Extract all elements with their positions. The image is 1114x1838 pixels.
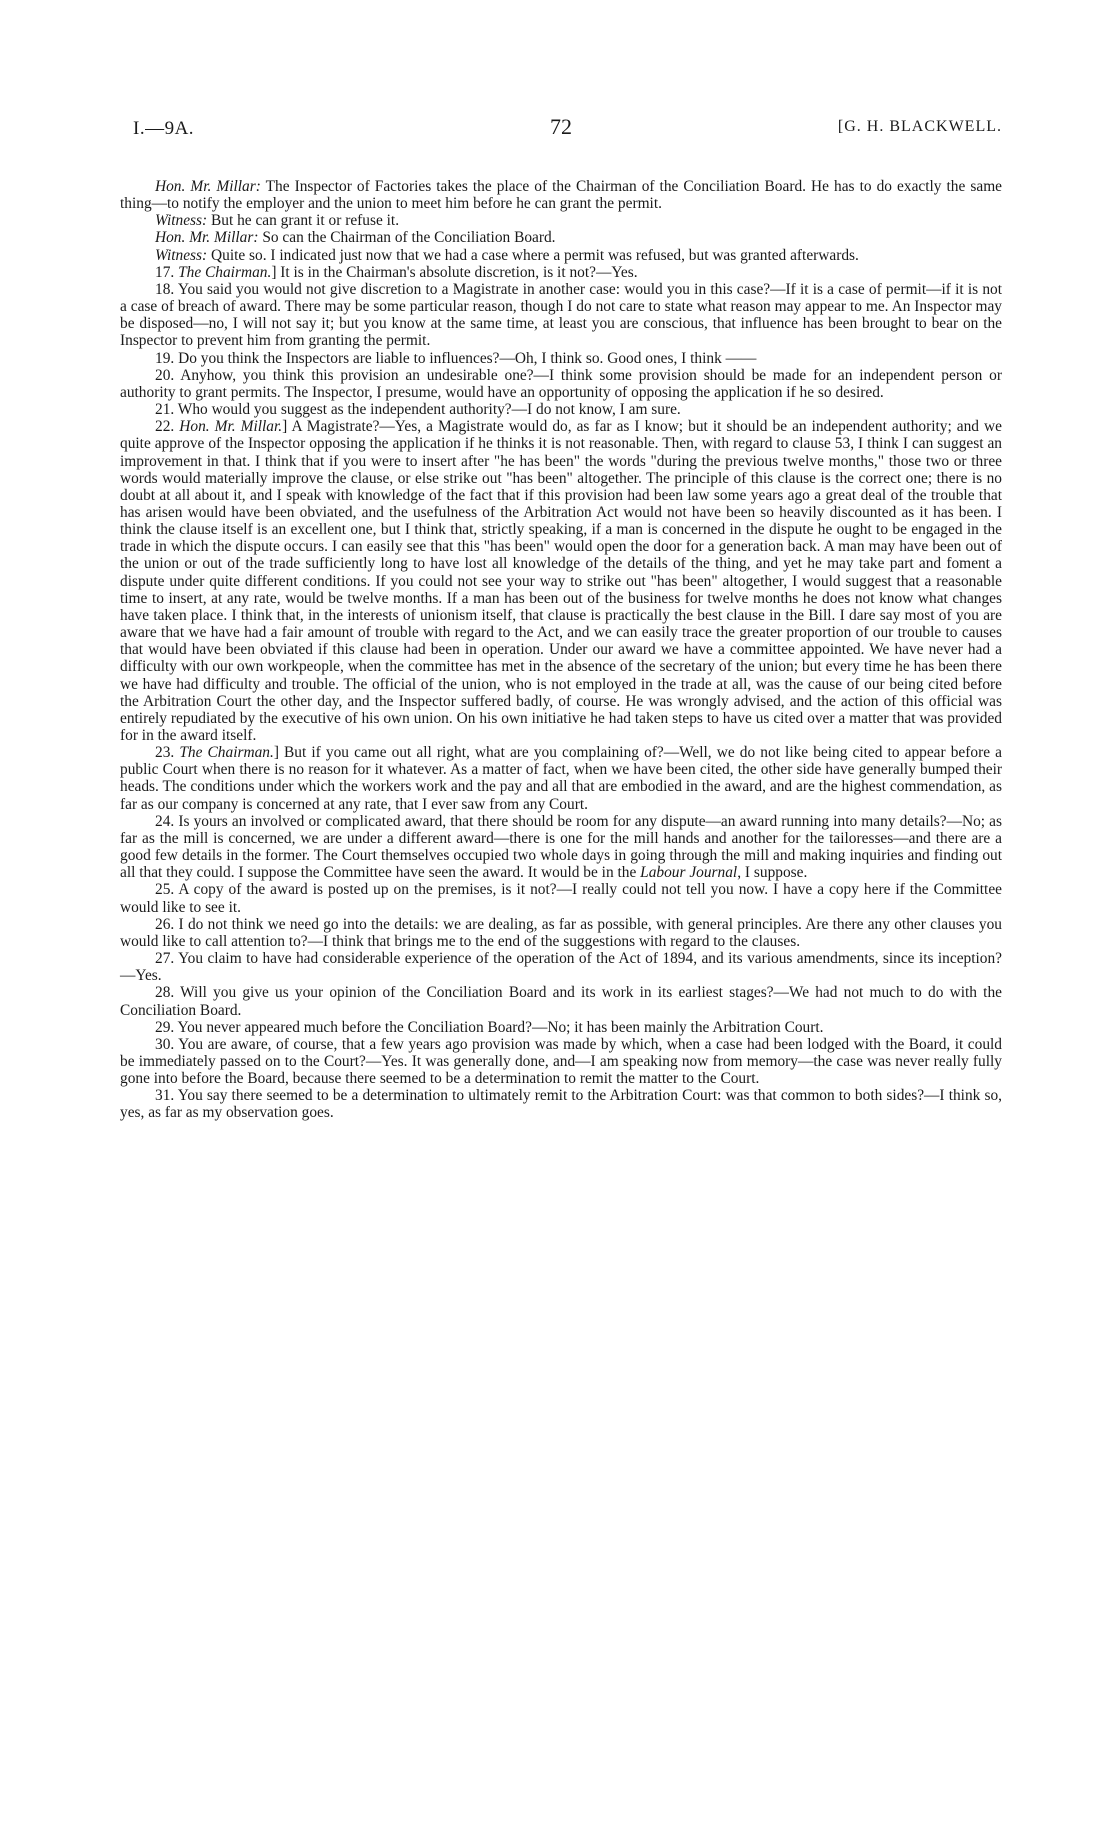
question-31	[120, 1087, 1002, 1121]
question-28	[120, 984, 1002, 1018]
paragraph-text: ] It is in the Chairman's absolute discretion, is it not?—Yes.	[271, 263, 638, 281]
paragraph-text: But he can grant it or refuse it.	[207, 212, 400, 230]
journal-title: Labour Journal	[640, 864, 738, 882]
paragraph-text: 29. You never appeared much before the Conciliation Board?—No; it has been mainly the Arbitration Court.	[155, 1018, 824, 1036]
question-29	[120, 1019, 1002, 1036]
question-number: 22.	[155, 418, 180, 436]
witness-name: [G. H. BLACKWELL.	[837, 118, 1002, 135]
paragraph	[120, 212, 1002, 229]
paragraph	[120, 229, 1002, 246]
question-27	[120, 950, 1002, 984]
paragraph	[120, 178, 1002, 212]
paragraph-text: 18. You said you would not give discretion to a Magistrate in another case: would you in this case?—If it is a case of permit—if it is not a case of breach of award. There may be some particular reason, though I do not care to state what reason may appear to me. An Inspector may be disposed—no, I will not say it; but you know at the same time, at least you are conscious, that influence has been brought to bear on the Inspector to prevent him from granting the permit.	[120, 280, 1002, 350]
paragraph-text: 27. You claim to have had considerable experience of the operation of the Act of 1894, and its various amendments, since its inception?—Yes.	[120, 950, 1002, 985]
paragraph-text: 25. A copy of the award is posted up on the premises, is it not?—I really could not tell you now. I have a copy here if the Committee would like to see it.	[120, 881, 1002, 916]
paragraph-text: 21. Who would you suggest as the independent authority?—I do not know, I am sure.	[155, 401, 681, 419]
question-18	[120, 281, 1002, 350]
speaker-label: Witness:	[155, 212, 208, 230]
speaker-label: Hon. Mr. Millar:	[155, 178, 261, 195]
question-26	[120, 916, 1002, 950]
paragraph-text: 19. Do you think the Inspectors are liable to influences?—Oh, I think so. Good ones, I think ——	[155, 349, 757, 367]
paragraph-text-tail: , I suppose.	[737, 864, 808, 882]
paragraph-text: 24. Is yours an involved or complicated award, that there should be room for any dispute—an award running into many details?—No; as far as the mill is concerned, we are under a different award—there is one for the mill hands and another for the tailoresses—and there are a good few details in the former. The Court themselves occupied two whole days in going through the mill and making inquiries and finding out all that they could. I suppose the Committee have seen the award. It would be in the	[120, 812, 1002, 882]
testimony-body	[120, 178, 1002, 1122]
question-23	[120, 744, 1002, 813]
question-30	[120, 1036, 1002, 1087]
paragraph-text: 20. Anyhow, you think this provision an undesirable one?—I think some provision should be made for an independent person or authority to grant permits. The Inspector, I presume, would have an opportunity of opposing the application if he so desired.	[120, 366, 1002, 401]
question-20	[120, 367, 1002, 401]
question-number: 23.	[155, 744, 180, 762]
speaker-label: Hon. Mr. Millar:	[155, 229, 259, 247]
speaker-label: The Chairman.	[178, 263, 272, 281]
paragraph-text: Quite so. I indicated just now that we had a case where a permit was refused, but was granted afterwards.	[207, 246, 859, 264]
speaker-label: Witness:	[155, 246, 208, 264]
question-21	[120, 401, 1002, 418]
page-number: 72	[550, 114, 572, 139]
question-22	[120, 418, 1002, 744]
paragraph-text: 28. Will you give us your opinion of the Conciliation Board and its work in its earliest stages?—We had not much to do with the Conciliation Board.	[120, 984, 1002, 1019]
paragraph-text: 26. I do not think we need go into the details: we are dealing, as far as possible, with general principles. Are there any other clauses you would like to call attention to?—I think that brings me to the end of the suggestions with regard to the clauses.	[120, 915, 1002, 950]
paragraph-text: 30. You are aware, of course, that a few years ago provision was made by which, when a case had been lodged with the Board, it could be immediately passed on to the Court?—Yes. It was generally done, and—I am speaking now from memory—the case was never really fully gone into before the Board, because there seemed to be a determination to remit the matter to the Court.	[120, 1035, 1002, 1088]
paragraph-text: The Inspector of Factories takes the place of the Chairman of the Conciliation Board. He has to do exactly the same thing—to notify the employer and the union to meet him before he can grant the permit.	[120, 178, 1002, 213]
question-17	[120, 264, 1002, 281]
question-25	[120, 881, 1002, 915]
paragraph	[120, 247, 1002, 264]
paragraph-text: ] But if you came out all right, what are you complaining of?—Well, we do not like being cited to appear before a public Court when there is no reason for it whatever. As a matter of fact, when we have been cited, the other side have generally bumped their heads. The conditions under which the workers work and the pay and all that are embodied in the award, and are the highest commendation, as far as our company is concerned at any rate, that I ever saw from any Court.	[120, 744, 1002, 813]
document-reference: I.—9A.	[133, 118, 195, 139]
paragraph-text: So can the Chairman of the Conciliation Board.	[258, 229, 556, 247]
question-24	[120, 813, 1002, 882]
running-header	[120, 114, 1002, 148]
speaker-label: Hon. Mr. Millar.	[179, 418, 283, 436]
question-19	[120, 350, 1002, 367]
paragraph-text: ] A Magistrate?—Yes, a Magistrate would do, as far as I know; but it should be an independent authority; and we quite approve of the Inspector opposing the application if he thinks it is not reasonable. Then, with regard to clause 53, I think I can suggest an improvement in that. I think that if you were to insert after "he has been" the words "during the previous twelve months," those two or three words would materially improve the clause, or else strike out "has been" altogether. The principle of this clause is the correct one; there is no doubt at all about it, and I speak with knowledge of the fact that if this provision had been law some years ago a great deal of the trouble that has arisen would have been obviated, and the usefulness of the Arbitration Act would not have been so heavily discounted as it has been. I think the clause itself is an excellent one, but I think that, strictly speaking, if a man is concerned in the dispute he ought to be engaged in the trade in which the dispute occurs. I can easily see that this "has been" would open the door for a generation back. A man may have been out of the union or out of the trade sufficiently long to have lost all knowledge of the details of the thing, and yet he may take part and foment a dispute under quite different conditions. If you could not see your way to strike out "has been" altogether, I would suggest that a reasonable time to insert, at any rate, would be twelve months. If a man has been out of the business for twelve months he does not know what changes have taken place. I think that, in the interests of unionism itself, that clause is practically the best clause in the Bill. I dare say most of you are aware that we have had a fair amount of trouble with regard to the Act, and we can easily trace the greater proportion of our trouble to causes that would have been obviated if this clause had been in operation. Under our award we have a committee appointed. We have never had a difficulty with our own workpeople, when the committee has met in the absence of the secretary of the union; but every time he has been there we have had difficulty and trouble. The official of the union, who is not employed in the trade at all, was the cause of our being cited before the Arbitration Court the other day, and the Inspector suffered badly, of course. He was wrongly advised, and the action of this official was entirely repudiated by the executive of his own union. On his own initiative he had taken steps to have us cited over a matter that was provided for in the award itself.	[120, 418, 1002, 744]
question-number: 17.	[155, 263, 179, 281]
speaker-label: The Chairman.	[179, 744, 274, 762]
paragraph-text: 31. You say there seemed to be a determination to ultimately remit to the Arbitration Court: was that common to both sides?—I think so, yes, as far as my observation goes.	[120, 1087, 1002, 1122]
